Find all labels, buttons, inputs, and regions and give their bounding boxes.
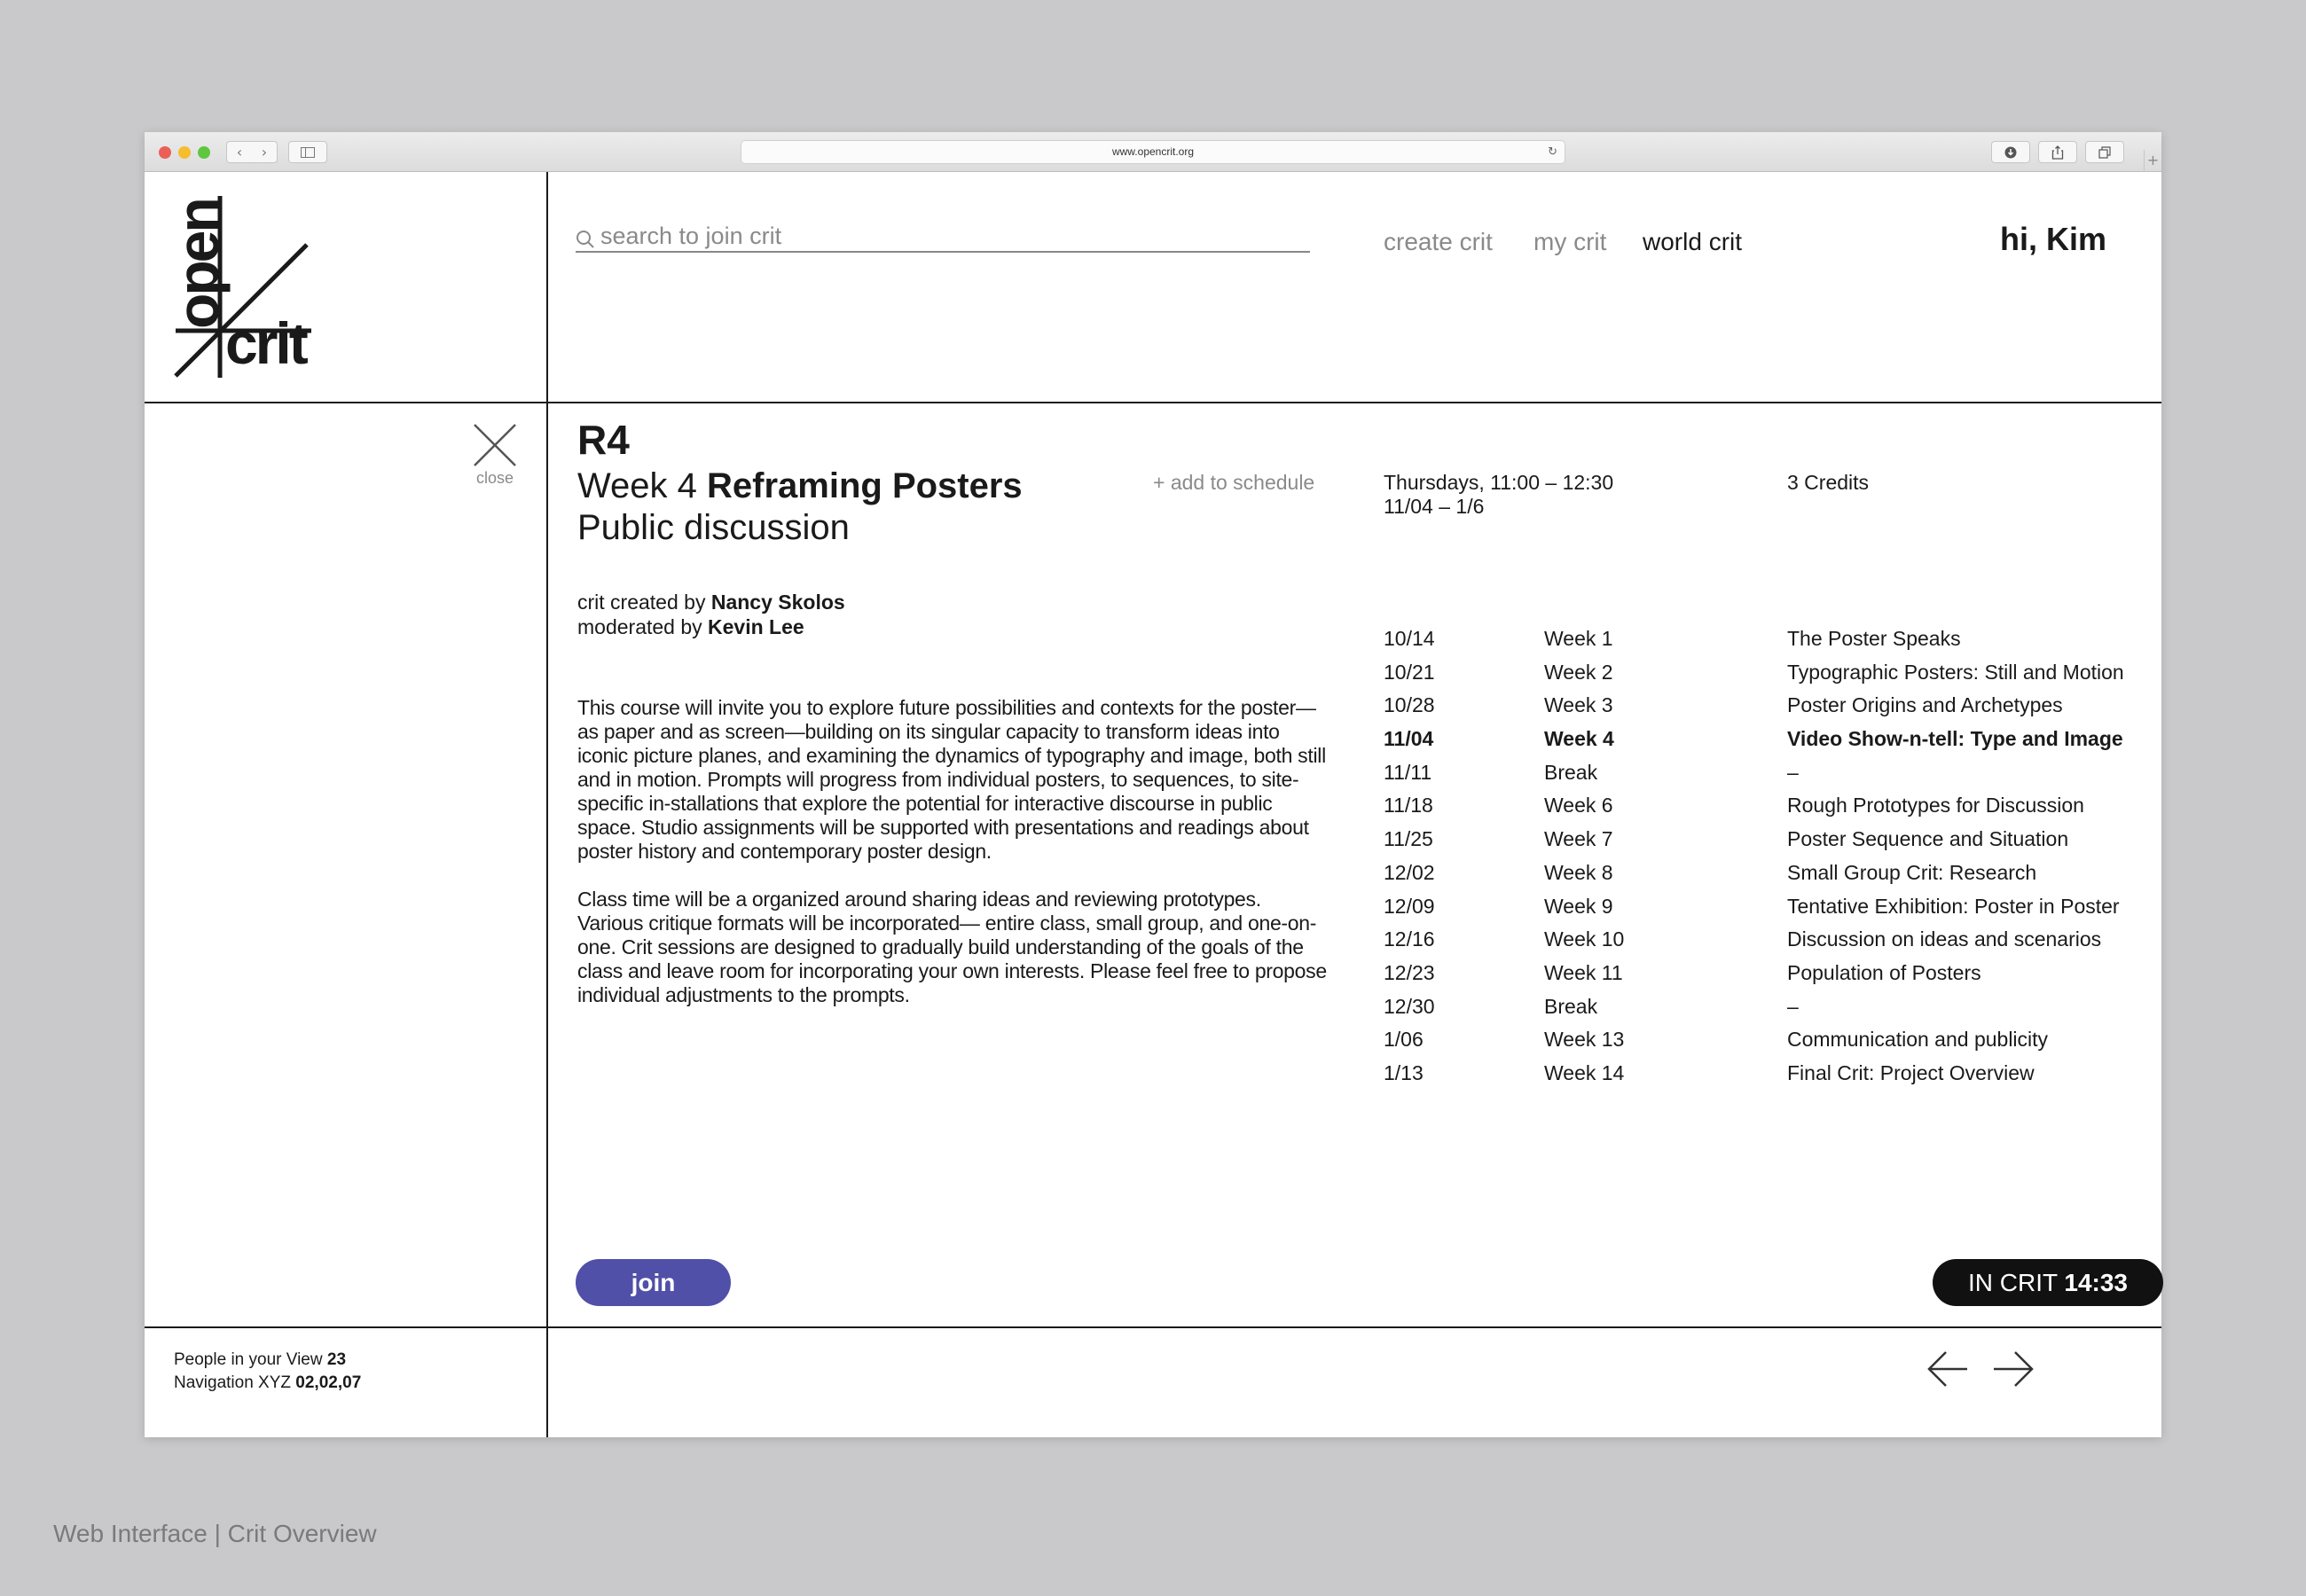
schedule-row[interactable] (1384, 794, 2129, 827)
address-bar[interactable] (741, 140, 1565, 164)
crit-code: R4 (577, 417, 630, 463)
search-input[interactable] (600, 221, 1301, 251)
schedule-week: Break (1544, 994, 1598, 1018)
moderator-label: moderated by (577, 615, 702, 638)
schedule-topic: Final Crit: Project Overview (1787, 1060, 2035, 1084)
download-icon (2004, 146, 2017, 159)
schedule-date: 11/11 (1384, 760, 1432, 784)
schedule-table (1384, 627, 2129, 1095)
schedule-row[interactable] (1384, 761, 2129, 794)
schedule-topic: Poster Origins and Archetypes (1787, 693, 2063, 717)
url-text: www.opencrit.org (1111, 145, 1195, 158)
search-bar (576, 221, 1310, 253)
credits: 3 Credits (1787, 471, 1870, 494)
people-in-view-label: People in your View (174, 1350, 323, 1369)
schedule-date: 12/30 (1384, 994, 1435, 1018)
reload-icon[interactable]: ↻ (1548, 145, 1557, 159)
schedule-row[interactable] (1384, 895, 2129, 928)
opencrit-logo[interactable] (165, 196, 316, 378)
schedule-topic: Discussion on ideas and scenarios (1787, 927, 2102, 951)
logo-crit-wordmark: crit (225, 310, 306, 376)
schedule-topic: Video Show-n-tell: Type and Image (1787, 727, 2123, 751)
back-icon[interactable]: ‹ (236, 144, 243, 160)
close-icon (473, 423, 517, 467)
schedule-week: Week 2 (1544, 660, 1613, 684)
schedule-topic: – (1787, 760, 1799, 784)
previous-arrow-icon[interactable] (1926, 1350, 1969, 1389)
close-button[interactable] (473, 423, 517, 490)
crit-subtitle: Public discussion (577, 508, 850, 547)
sidebar-toggle-button[interactable] (288, 141, 327, 163)
add-to-schedule-link[interactable]: + add to schedule (1153, 471, 1315, 494)
close-window-button[interactable] (159, 146, 171, 159)
course-description (577, 696, 1331, 1031)
schedule-row[interactable] (1384, 927, 2129, 961)
schedule-topic: Rough Prototypes for Discussion (1787, 794, 2084, 818)
schedule-week: Week 10 (1544, 927, 1625, 951)
schedule-topic: Communication and publicity (1787, 1028, 2049, 1052)
share-button[interactable] (2038, 141, 2077, 163)
close-label: close (475, 469, 514, 487)
schedule-topic: Poster Sequence and Situation (1787, 827, 2069, 851)
schedule-week: Week 7 (1544, 827, 1613, 851)
browser-toolbar (145, 132, 2161, 172)
creator-name[interactable]: Nancy Skolos (710, 591, 845, 614)
schedule-week: Week 13 (1544, 1028, 1625, 1052)
join-button[interactable]: join (576, 1259, 731, 1306)
meeting-time-text: Thursdays, 11:00 – 12:30 (1384, 471, 1614, 494)
navigation-xyz (174, 1372, 361, 1395)
tabs-icon (2098, 146, 2111, 159)
schedule-row[interactable] (1384, 661, 2129, 694)
minimize-window-button[interactable] (178, 146, 191, 159)
new-tab-button[interactable]: + (2144, 150, 2161, 172)
nav-create-crit[interactable]: create crit (1384, 228, 1493, 255)
image-caption: Web Interface | Crit Overview (53, 1520, 377, 1547)
share-icon (2051, 145, 2064, 160)
schedule-week: Week 8 (1544, 860, 1613, 884)
forward-icon[interactable]: › (261, 144, 268, 160)
schedule-week: Week 1 (1544, 627, 1613, 650)
schedule-week: Break (1544, 760, 1598, 784)
schedule-date: 11/25 (1384, 827, 1433, 851)
meeting-date-range: 11/04 – 1/6 (1384, 495, 1485, 518)
schedule-topic: The Poster Speaks (1787, 627, 1961, 650)
svg-text:open: open (165, 200, 231, 329)
column-divider (546, 172, 548, 1437)
status-info (174, 1349, 361, 1395)
next-arrow-icon[interactable] (1992, 1350, 2035, 1389)
schedule-row[interactable] (1384, 627, 2129, 661)
schedule-date: 10/28 (1384, 693, 1435, 717)
schedule-row[interactable] (1384, 861, 2129, 895)
browser-window (145, 132, 2161, 1437)
schedule-date: 12/02 (1384, 860, 1435, 884)
crit-people (577, 590, 845, 639)
schedule-date: 11/18 (1384, 794, 1433, 818)
moderator-name[interactable]: Kevin Lee (708, 615, 804, 638)
schedule-week: Week 4 (1544, 727, 1614, 751)
in-crit-time: 14:33 (2064, 1269, 2128, 1296)
schedule-topic: Typographic Posters: Still and Motion (1787, 660, 2124, 684)
navigation-xyz-value: 02,02,07 (295, 1373, 362, 1392)
header-divider (145, 402, 2161, 403)
schedule-row[interactable] (1384, 995, 2129, 1029)
schedule-date: 12/16 (1384, 927, 1435, 951)
schedule-date: 10/21 (1384, 660, 1435, 684)
tabs-overview-button[interactable] (2085, 141, 2124, 163)
schedule-week: Week 3 (1544, 693, 1613, 717)
schedule-week: Week 6 (1544, 794, 1613, 818)
meeting-time (1384, 471, 1613, 519)
creator-line (577, 590, 845, 614)
schedule-row[interactable] (1384, 827, 2129, 861)
creator-label: crit created by (577, 591, 706, 614)
schedule-date: 1/06 (1384, 1028, 1424, 1052)
footer-divider (145, 1326, 2161, 1328)
history-nav (226, 141, 278, 163)
schedule-row[interactable] (1384, 1061, 2129, 1095)
zoom-window-button[interactable] (198, 146, 210, 159)
download-button[interactable] (1991, 141, 2030, 163)
schedule-date: 10/14 (1384, 627, 1435, 650)
schedule-topic: – (1787, 994, 1799, 1018)
schedule-week: Week 11 (1544, 960, 1623, 984)
sidebar-icon (301, 147, 315, 158)
schedule-row[interactable] (1384, 1028, 2129, 1061)
schedule-topic: Population of Posters (1787, 960, 1981, 984)
crit-title (577, 466, 1023, 506)
schedule-date: 12/09 (1384, 894, 1435, 918)
schedule-date: 1/13 (1384, 1060, 1424, 1084)
crit-name: Reframing Posters (707, 466, 1023, 505)
crit-week: Week 4 (577, 466, 697, 505)
schedule-week: Week 14 (1544, 1060, 1625, 1084)
people-in-view (174, 1349, 361, 1372)
people-in-view-count: 23 (326, 1350, 347, 1369)
schedule-topic: Tentative Exhibition: Poster in Poster (1787, 894, 2120, 918)
schedule-date: 11/04 (1384, 727, 1434, 751)
schedule-row[interactable] (1384, 727, 2129, 761)
navigation-xyz-label: Navigation XYZ (174, 1373, 292, 1392)
nav-world-crit[interactable]: world crit (1643, 228, 1743, 255)
moderator-line (577, 614, 845, 639)
description-paragraph: Class time will be a organized around sharing ideas and reviewing prototypes. Various critique formats will be incorporated— entire class, small group, and one-on-one. Crit sessions are designed to gradually build understanding of the goals of the class and leave room for incorporating your own interests. Please feel free to propose individual adjustments to the prompts. (577, 888, 1327, 1006)
schedule-date: 12/23 (1384, 960, 1435, 984)
search-icon (576, 230, 595, 249)
nav-my-crit[interactable]: my crit (1533, 228, 1607, 255)
schedule-topic: Small Group Crit: Research (1787, 860, 2037, 884)
in-crit-label: IN CRIT (1967, 1269, 2058, 1296)
schedule-week: Week 9 (1544, 894, 1613, 918)
description-paragraph: This course will invite you to explore future possibilities and contexts for the poster—as paper and as screen—building on its singular capacity to transform ideas into iconic picture planes, and examining the dynamics of typography and image, both still and in motion. Prompts will progress from individual posters, to sequences, to site-specific in-stallations that explore the potential for interactive discourse in public space. Studio assignments will be supported with presentations and readings about poster history and contemporary poster design. (577, 696, 1326, 863)
schedule-row[interactable] (1384, 961, 2129, 995)
schedule-row[interactable] (1384, 693, 2129, 727)
user-greeting[interactable]: hi, Kim (2000, 221, 2107, 257)
in-crit-timer (1933, 1259, 2163, 1306)
